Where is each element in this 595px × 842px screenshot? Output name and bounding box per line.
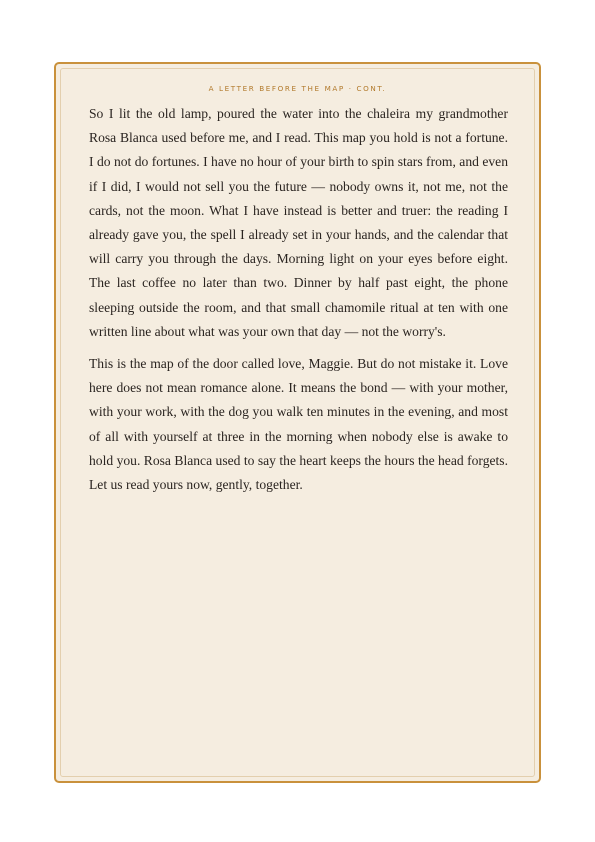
running-head: A LETTER BEFORE THE MAP · CONT. (208, 84, 387, 93)
letter-body (89, 102, 508, 505)
letter-page (54, 62, 541, 783)
paragraph-2: This is the map of the door called love, Maggie. But do not mistake it. Love here does not mean romance alone. It means the bond — with your mother, with your work, with the dog you walk ten minutes in the evening, and most of all with yourself at three in the morning when nobody else is awake to hold you. Rosa Blanca used to say the heart keeps the hours the head forgets. Let us read yours now, gently, together. (89, 356, 508, 493)
paragraph-1: So I lit the old lamp, poured the water into the chaleira my grandmother Rosa Blanca used before me, and I read. This map you hold is not a fortune. I do not do fortunes. I have no hour of your birth to spin stars from, and even if I did, I would not sell you the future — nobody owns it, not me, not the cards, not the moon. What I have instead is better and truer: the reading I already gave you, the spell I already set in your hands, and the calendar that will carry you through the days. Morning light on your eyes before eight. The last coffee no later than two. Dinner by half past eight, the phone sleeping outside the room, and that small chamomile ritual at ten with one written line about what was your own that day — not the worry's. (89, 106, 508, 339)
